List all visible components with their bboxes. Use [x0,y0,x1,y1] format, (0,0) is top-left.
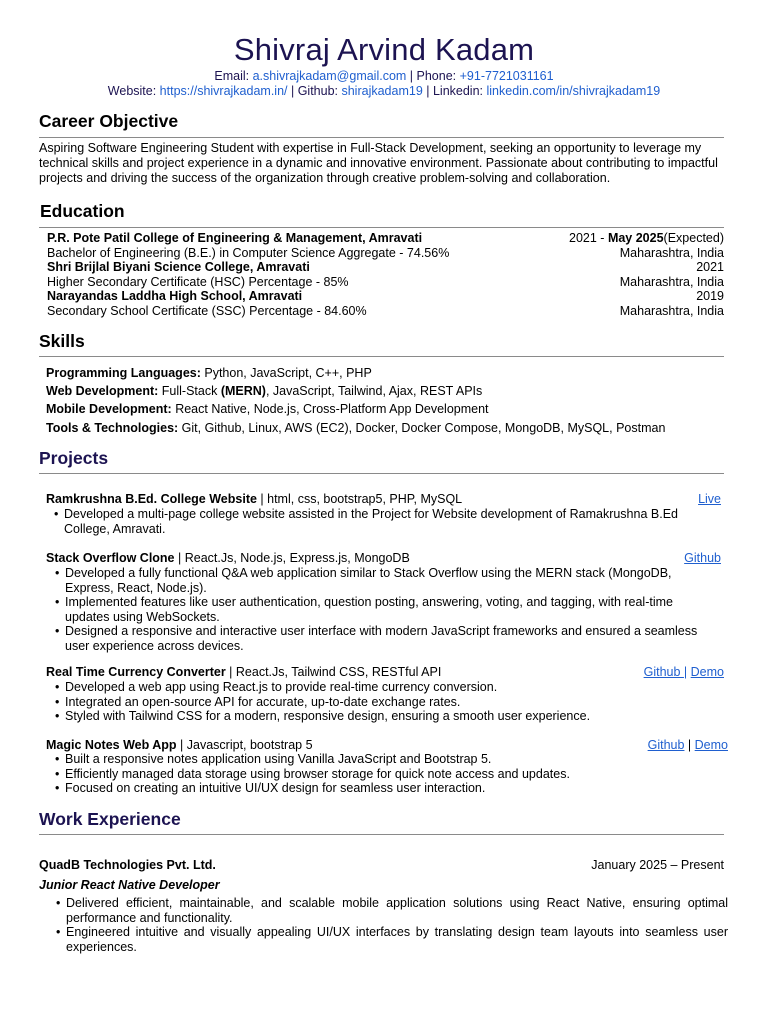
edu-2-row-1 [47,260,724,275]
project-2-bullet-3: • Designed a responsive and interactive user interface with modern JavaScript frameworks and ensured a seamless user experience across devices. [53,624,718,653]
career-heading: Career Objective [39,111,179,131]
project-2-tech: | React.Js, Node.js, Express.js, MongoDB [174,551,410,565]
project-3-demo-link[interactable]: Demo [690,665,724,679]
project-4-bullet-3: • Focused on creating an intuitive UI/UX design for seamless user interaction. [53,781,733,796]
edu-2-location: Maharashtra, India [619,274,724,289]
edu-1-school: P.R. Pote Patil College of Engineering & Management, Amravati [47,231,423,245]
skill-mobile-value: React Native, Node.js, Cross-Platform App Development [171,402,489,417]
project-4-demo-link[interactable]: Demo [694,738,728,752]
work-role: Junior React Native Developer [39,878,220,892]
candidate-name: Shivraj Arvind Kadam [233,32,535,67]
work-rule [39,834,724,835]
skill-tools-label: Tools & Technologies: [46,420,179,435]
edu-3-date: 2019 [696,289,724,304]
project-4-tech: | Javascript, bootstrap 5 [176,738,313,752]
project-3-bullet-2: • Integrated an open-source API for accurate, up-to-date exchange rates. [53,695,733,710]
project-4-links [648,738,728,753]
skill-tools-value: Git, Github, Linux, AWS (EC2), Docker, Docker Compose, MongoDB, MySQL, Postman [178,420,666,435]
project-1-links [698,492,721,507]
project-1-title: Ramkrushna B.Ed. College Website [46,492,257,506]
skill-programming-label: Programming Languages: [46,366,201,380]
skills-rule [39,356,724,357]
work-bullets [50,896,728,954]
skill-tools [46,419,665,437]
edu-2-row-2 [47,275,724,290]
skill-mobile-label: Mobile Development: [46,402,172,417]
project-4-title: Magic Notes Web App [46,738,177,752]
career-rule [39,137,724,138]
project-2-links [684,551,721,566]
projects-heading: Projects [39,448,109,468]
skill-mobile [46,400,665,418]
project-3-link-separator: | [683,665,688,679]
github-label: | Github: [287,84,342,98]
project-2-bullet-1: • Developed a fully functional Q&A web application similar to Stack Overflow using the MERN stack (MongoDB, Express, React, Node.js). [53,566,718,595]
linkedin-link[interactable]: linkedin.com/in/shivrajkadam19 [486,84,661,98]
skill-web-value-post: , JavaScript, Tailwind, Ajax, REST APIs [265,384,483,399]
email-label: Email: [214,69,253,83]
project-4-link-separator: | [684,738,695,752]
project-1-bullet-1-line-2: College, Amravati. [64,521,166,536]
project-1-title-line [46,492,462,507]
edu-1-row-1 [47,231,724,246]
skill-programming-value: Python, JavaScript, C++, PHP [200,366,372,380]
edu-1-row-2 [47,246,724,261]
edu-1-location: Maharashtra, India [619,245,724,260]
work-bullet-2: • Engineered intuitive and visually appealing UI/UX interfaces by translating design team layouts into seamless user experiences. [50,925,728,954]
website-label: Website: [107,84,160,98]
project-3-title-line [46,665,441,680]
contact-line-1 [0,69,768,83]
skill-web-value-pre: Full-Stack [158,384,221,399]
edu-2-school: Shri Brijlal Biyani Science College, Amravati [47,260,310,275]
project-3-bullet-3: • Styled with Tailwind CSS for a modern, responsive design, ensuring a smooth user experience. [53,709,733,724]
project-1-bullet-1 [52,507,732,536]
email-link[interactable]: a.shivrajkadam@gmail.com [252,69,407,83]
edu-1-degree: Bachelor of Engineering (B.E.) in Computer Science Aggregate - 74.56% [47,245,450,260]
skill-web [46,382,665,400]
project-3-bullet-1: • Developed a web app using React.js to provide real-time currency conversion. [53,680,733,695]
github-link[interactable]: shirajkadam19 [341,84,423,98]
edu-1-date-end: May 2025 [607,231,664,245]
project-3-links [644,665,724,680]
education-heading: Education [40,201,125,221]
project-4-github-link[interactable]: Github [647,738,685,752]
skills-heading: Skills [39,331,85,351]
skill-programming [46,364,665,382]
project-1-tech: | html, css, bootstrap5, PHP, MySQL [256,492,463,506]
work-company: QuadB Technologies Pvt. Ltd. [39,858,216,872]
project-4-bullets [53,752,733,796]
edu-2-degree: Higher Secondary Certificate (HSC) Percentage - 85% [47,274,349,289]
edu-1-date-start: 2021 - [569,231,608,245]
project-4-bullet-1: • Built a responsive notes application using Vanilla JavaScript and Bootstrap 5. [53,752,733,767]
edu-1-date [569,231,724,246]
project-2-title: Stack Overflow Clone [46,551,175,565]
project-3-tech: | React.Js, Tailwind CSS, RESTful API [225,665,442,679]
skills-list [46,364,665,437]
edu-3-row-1 [47,289,724,304]
project-3-github-link[interactable]: Github [643,665,684,679]
edu-1-date-note: (Expected) [663,231,724,245]
phone-link[interactable]: +91-7721031161 [459,69,554,83]
project-4-title-line [46,738,313,753]
project-2-bullet-2: • Implemented features like user authentication, question posting, answering, voting, and tagging, with real-time updates using WebSockets. [53,595,718,624]
phone-label: | Phone: [406,69,460,83]
skill-web-label: Web Development: [46,384,159,399]
project-4-bullet-2: • Efficiently managed data storage using browser storage for quick note access and updates. [53,767,733,782]
edu-3-row-2 [47,304,724,319]
project-2-title-line [46,551,410,566]
edu-3-degree: Secondary School Certificate (SSC) Percentage - 84.60% [47,303,367,318]
work-heading: Work Experience [39,809,181,829]
career-text: Aspiring Software Engineering Student with expertise in Full-Stack Development, seeking an opportunity to leverage my technical skills and project experience in a dynamic and innovative environment. Passionate about contributing to impactful projects and driving the success of the organization through creative problem-solving and collaboration. [39,141,718,185]
edu-2-date: 2021 [696,260,724,275]
education-rule [39,227,724,228]
website-link[interactable]: https://shivrajkadam.in/ [159,84,288,98]
edu-3-school: Narayandas Laddha High School, Amravati [47,289,303,304]
project-1-live-link[interactable]: Live [698,492,721,506]
skill-web-value-bold: (MERN) [220,384,266,399]
project-2-bullets [53,566,718,654]
work-dates: January 2025 – Present [591,858,724,872]
education-list [47,231,724,319]
projects-rule [39,473,724,474]
project-2-github-link[interactable]: Github [684,551,721,565]
contact-line-2 [0,84,768,98]
project-1-bullets [52,507,732,536]
work-bullet-1: • Delivered efficient, maintainable, and scalable mobile application solutions using React Native, ensuring optimal performance and functionality. [50,896,728,925]
project-3-title: Real Time Currency Converter [46,665,226,679]
project-3-bullets [53,680,733,724]
linkedin-label: | Linkedin: [422,84,487,98]
project-1-bullet-1-line-1: Developed a multi-page college website assisted in the Project for Website development of Ramakrushna B.Ed [64,507,678,521]
edu-3-location: Maharashtra, India [619,303,724,318]
